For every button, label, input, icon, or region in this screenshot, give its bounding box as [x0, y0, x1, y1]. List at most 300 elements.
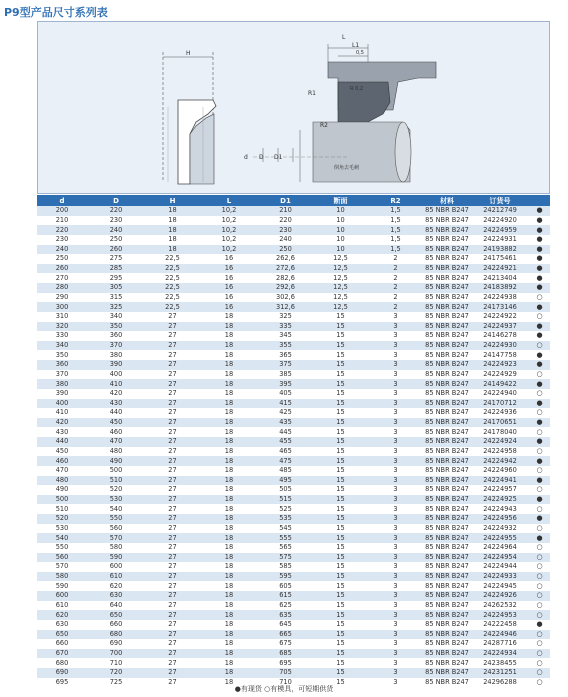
cell-dd: 580: [87, 543, 145, 553]
cell-order-no: 24224940: [471, 389, 529, 399]
cell-dd: 510: [87, 476, 145, 486]
cell-dd: 520: [87, 485, 145, 495]
cell-section: 15: [313, 658, 368, 668]
cell-order-no: 24224956: [471, 514, 529, 524]
cell-material: 85 NBR B247: [423, 456, 471, 466]
cell-section: 15: [313, 668, 368, 678]
cell-material: 85 NBR B247: [423, 235, 471, 245]
cell-dd: 640: [87, 601, 145, 611]
table-row: [37, 350, 550, 360]
technical-drawing: [37, 21, 550, 194]
cell-r2: 3: [368, 668, 423, 678]
cell-r2: 3: [368, 341, 423, 351]
table-row: [37, 322, 550, 332]
cell-d1: 625: [258, 601, 313, 611]
cell-order-no: 24224954: [471, 553, 529, 563]
table-body: [37, 206, 550, 687]
cell-d: 550: [37, 543, 87, 553]
cell-r2: 3: [368, 427, 423, 437]
cell-d1: 385: [258, 370, 313, 380]
cell-d1: 555: [258, 533, 313, 543]
cell-h: 27: [145, 312, 200, 322]
cell-r2: 3: [368, 389, 423, 399]
cell-dd: 275: [87, 254, 145, 264]
cell-material: 85 NBR B247: [423, 408, 471, 418]
cell-status: ○: [529, 601, 550, 611]
cell-material: 85 NBR B247: [423, 293, 471, 303]
cell-material: 85 NBR B247: [423, 264, 471, 274]
cell-l: 10,2: [200, 235, 258, 245]
cell-r2: 1,5: [368, 206, 423, 216]
cell-material: 85 NBR B247: [423, 216, 471, 226]
cell-status: ○: [529, 658, 550, 668]
cell-r2: 3: [368, 639, 423, 649]
cell-d: 220: [37, 225, 87, 235]
cell-l: 18: [200, 533, 258, 543]
table-row: [37, 225, 550, 235]
cell-r2: 3: [368, 495, 423, 505]
cell-h: 27: [145, 456, 200, 466]
cell-r2: 2: [368, 273, 423, 283]
cell-dd: 620: [87, 581, 145, 591]
cell-h: 27: [145, 533, 200, 543]
label-r2: R2: [320, 122, 328, 129]
cell-l: 18: [200, 678, 258, 688]
cell-section: 15: [313, 572, 368, 582]
cell-d1: 595: [258, 572, 313, 582]
cell-d: 300: [37, 302, 87, 312]
cell-status: ○: [529, 639, 550, 649]
page-title: P9型产品尺寸系列表: [4, 6, 108, 19]
cell-material: 85 NBR B247: [423, 562, 471, 572]
cell-status: ○: [529, 572, 550, 582]
cell-h: 27: [145, 524, 200, 534]
cell-d: 580: [37, 572, 87, 582]
cell-r2: 3: [368, 610, 423, 620]
cell-material: 85 NBR B247: [423, 418, 471, 428]
cell-status: ●: [529, 322, 550, 332]
cell-d: 670: [37, 649, 87, 659]
cell-order-no: 24183892: [471, 283, 529, 293]
cell-dd: 400: [87, 370, 145, 380]
cell-r2: 2: [368, 254, 423, 264]
cell-d: 340: [37, 341, 87, 351]
cell-order-no: 24224925: [471, 495, 529, 505]
cell-material: 85 NBR B247: [423, 331, 471, 341]
cell-l: 18: [200, 456, 258, 466]
cell-order-no: 24224944: [471, 562, 529, 572]
cell-status: ●: [529, 273, 550, 283]
cell-section: 15: [313, 427, 368, 437]
cell-d: 695: [37, 678, 87, 688]
cell-dd: 250: [87, 235, 145, 245]
cell-l: 10,2: [200, 225, 258, 235]
cell-section: 15: [313, 312, 368, 322]
table-row: [37, 658, 550, 668]
cell-l: 18: [200, 331, 258, 341]
cell-section: 15: [313, 399, 368, 409]
cell-r2: 3: [368, 370, 423, 380]
cell-h: 22,5: [145, 254, 200, 264]
cell-material: 85 NBR B247: [423, 581, 471, 591]
cell-order-no: 24224942: [471, 456, 529, 466]
table-row: [37, 485, 550, 495]
cell-status: ○: [529, 678, 550, 688]
table-row: [37, 610, 550, 620]
cell-d1: 545: [258, 524, 313, 534]
cell-h: 27: [145, 389, 200, 399]
cell-d1: 505: [258, 485, 313, 495]
cell-l: 18: [200, 360, 258, 370]
cell-order-no: 24224938: [471, 293, 529, 303]
cell-r2: 3: [368, 524, 423, 534]
cell-d: 500: [37, 495, 87, 505]
cell-status: ○: [529, 668, 550, 678]
cell-order-no: 24231251: [471, 668, 529, 678]
cell-dd: 650: [87, 610, 145, 620]
cell-order-no: 24224936: [471, 408, 529, 418]
cell-section: 15: [313, 504, 368, 514]
cell-order-no: 24224959: [471, 225, 529, 235]
cell-d1: 525: [258, 504, 313, 514]
cell-material: 85 NBR B247: [423, 427, 471, 437]
cell-order-no: 24224924: [471, 437, 529, 447]
table-row: [37, 418, 550, 428]
cell-status: ●: [529, 360, 550, 370]
cell-l: 18: [200, 581, 258, 591]
table-row: [37, 370, 550, 380]
cell-l: 18: [200, 379, 258, 389]
table-row: [37, 533, 550, 543]
cell-order-no: 24224933: [471, 572, 529, 582]
header-order-no: 订货号: [471, 195, 529, 206]
cell-section: 15: [313, 341, 368, 351]
cell-d: 230: [37, 235, 87, 245]
table-row: [37, 264, 550, 274]
cell-status: ●: [529, 235, 550, 245]
cell-material: 85 NBR B247: [423, 610, 471, 620]
cell-l: 18: [200, 427, 258, 437]
cell-d1: 445: [258, 427, 313, 437]
cell-section: 15: [313, 418, 368, 428]
cell-dd: 600: [87, 562, 145, 572]
cell-d: 680: [37, 658, 87, 668]
cell-dd: 480: [87, 447, 145, 457]
cell-dd: 220: [87, 206, 145, 216]
cell-section: 10: [313, 235, 368, 245]
cell-section: 15: [313, 485, 368, 495]
cell-d1: 465: [258, 447, 313, 457]
cell-section: 12,5: [313, 254, 368, 264]
cell-status: ●: [529, 245, 550, 255]
cell-order-no: 24262532: [471, 601, 529, 611]
cell-r2: 3: [368, 630, 423, 640]
table-row: [37, 341, 550, 351]
cell-r2: 1,5: [368, 235, 423, 245]
cell-d1: 605: [258, 581, 313, 591]
cell-r2: 2: [368, 293, 423, 303]
cell-d1: 585: [258, 562, 313, 572]
cell-material: 85 NBR B247: [423, 350, 471, 360]
cell-h: 27: [145, 485, 200, 495]
cell-material: 85 NBR B247: [423, 225, 471, 235]
cell-l: 18: [200, 447, 258, 457]
table-row: [37, 206, 550, 216]
cell-material: 85 NBR B247: [423, 533, 471, 543]
cell-d: 210: [37, 216, 87, 226]
cell-status: ○: [529, 543, 550, 553]
cell-d: 280: [37, 283, 87, 293]
cell-status: ○: [529, 485, 550, 495]
table-row: [37, 427, 550, 437]
cell-l: 18: [200, 341, 258, 351]
cell-status: ●: [529, 399, 550, 409]
cell-l: 18: [200, 524, 258, 534]
cell-d1: 375: [258, 360, 313, 370]
cell-d: 200: [37, 206, 87, 216]
cell-d1: 292,6: [258, 283, 313, 293]
cell-dd: 610: [87, 572, 145, 582]
cell-r2: 3: [368, 456, 423, 466]
cell-order-no: 24287716: [471, 639, 529, 649]
footnote: ●有现货 ○有模具，可短期供货: [234, 685, 334, 693]
cell-dd: 440: [87, 408, 145, 418]
cell-d1: 645: [258, 620, 313, 630]
table-row: [37, 283, 550, 293]
cell-l: 18: [200, 630, 258, 640]
table-row: [37, 572, 550, 582]
cell-d1: 615: [258, 591, 313, 601]
cell-order-no: 24146278: [471, 331, 529, 341]
cell-d: 570: [37, 562, 87, 572]
cell-section: 15: [313, 408, 368, 418]
cell-order-no: 24224955: [471, 533, 529, 543]
cell-material: 85 NBR B247: [423, 504, 471, 514]
cell-d: 590: [37, 581, 87, 591]
cell-material: 85 NBR B247: [423, 283, 471, 293]
cell-d1: 335: [258, 322, 313, 332]
cell-d1: 635: [258, 610, 313, 620]
table-row: [37, 581, 550, 591]
cell-d: 420: [37, 418, 87, 428]
table-row: [37, 504, 550, 514]
cell-material: 85 NBR B247: [423, 399, 471, 409]
header-d: d: [37, 195, 87, 206]
cell-h: 27: [145, 427, 200, 437]
label-dd: D: [259, 154, 264, 161]
table-row: [37, 495, 550, 505]
cell-d1: 272,6: [258, 264, 313, 274]
cell-section: 15: [313, 630, 368, 640]
cell-d1: 355: [258, 341, 313, 351]
cell-dd: 470: [87, 437, 145, 447]
cell-h: 27: [145, 591, 200, 601]
cell-order-no: 24224929: [471, 370, 529, 380]
cell-d: 270: [37, 273, 87, 283]
cell-l: 10,2: [200, 245, 258, 255]
cell-l: 18: [200, 399, 258, 409]
cell-r2: 1,5: [368, 225, 423, 235]
cell-l: 18: [200, 476, 258, 486]
cell-status: ○: [529, 447, 550, 457]
cell-status: ●: [529, 225, 550, 235]
cell-order-no: 24224930: [471, 341, 529, 351]
cell-d1: 395: [258, 379, 313, 389]
table-row: [37, 620, 550, 630]
cell-dd: 450: [87, 418, 145, 428]
cell-h: 27: [145, 601, 200, 611]
cell-l: 18: [200, 504, 258, 514]
cell-order-no: 24224926: [471, 591, 529, 601]
cell-l: 16: [200, 293, 258, 303]
cell-r2: 3: [368, 601, 423, 611]
cell-dd: 230: [87, 216, 145, 226]
cell-l: 18: [200, 514, 258, 524]
table-row: [37, 514, 550, 524]
cell-status: ●: [529, 533, 550, 543]
cell-d: 260: [37, 264, 87, 274]
cell-dd: 550: [87, 514, 145, 524]
cell-l: 18: [200, 322, 258, 332]
cell-h: 27: [145, 572, 200, 582]
cell-section: 15: [313, 562, 368, 572]
table-row: [37, 447, 550, 457]
cell-section: 15: [313, 379, 368, 389]
cell-l: 18: [200, 591, 258, 601]
label-d: d: [244, 154, 248, 161]
cell-dd: 390: [87, 360, 145, 370]
cell-l: 16: [200, 264, 258, 274]
table-row: [37, 668, 550, 678]
cell-order-no: 24224946: [471, 630, 529, 640]
cell-status: ●: [529, 437, 550, 447]
cell-d: 480: [37, 476, 87, 486]
cell-r2: 3: [368, 350, 423, 360]
cell-r2: 3: [368, 322, 423, 332]
cell-section: 15: [313, 322, 368, 332]
cell-d1: 705: [258, 668, 313, 678]
cell-d: 470: [37, 466, 87, 476]
cell-r2: 3: [368, 408, 423, 418]
cell-order-no: 24178040: [471, 427, 529, 437]
cell-status: ○: [529, 389, 550, 399]
cell-order-no: 24213404: [471, 273, 529, 283]
cell-l: 18: [200, 639, 258, 649]
table-row: [37, 639, 550, 649]
cell-section: 15: [313, 331, 368, 341]
cell-dd: 490: [87, 456, 145, 466]
table-row: [37, 293, 550, 303]
cell-material: 85 NBR B247: [423, 553, 471, 563]
cell-d: 320: [37, 322, 87, 332]
table-row: [37, 649, 550, 659]
cell-r2: 1,5: [368, 216, 423, 226]
seal-drawing-svg: [38, 22, 551, 195]
cell-status: ●: [529, 283, 550, 293]
cell-d: 310: [37, 312, 87, 322]
cell-h: 27: [145, 495, 200, 505]
cell-status: ●: [529, 350, 550, 360]
table-row: [37, 543, 550, 553]
cell-l: 16: [200, 273, 258, 283]
cell-r2: 3: [368, 360, 423, 370]
cell-l: 18: [200, 668, 258, 678]
cell-r2: 1,5: [368, 245, 423, 255]
cell-r2: 3: [368, 437, 423, 447]
cell-r2: 3: [368, 447, 423, 457]
cell-d1: 565: [258, 543, 313, 553]
cell-d1: 365: [258, 350, 313, 360]
cell-r2: 3: [368, 649, 423, 659]
label-05: 0,5: [356, 50, 364, 56]
cell-material: 85 NBR B247: [423, 302, 471, 312]
cell-status: ○: [529, 649, 550, 659]
cell-status: ○: [529, 581, 550, 591]
cell-d: 620: [37, 610, 87, 620]
cell-h: 27: [145, 447, 200, 457]
cell-material: 85 NBR B247: [423, 485, 471, 495]
cell-h: 27: [145, 466, 200, 476]
cell-l: 18: [200, 418, 258, 428]
label-l1: L1: [352, 42, 360, 49]
cell-r2: 3: [368, 312, 423, 322]
table-row: [37, 601, 550, 611]
cell-status: ●: [529, 302, 550, 312]
cell-dd: 680: [87, 630, 145, 640]
cell-dd: 380: [87, 350, 145, 360]
cell-h: 27: [145, 581, 200, 591]
cell-d1: 535: [258, 514, 313, 524]
cell-d1: 495: [258, 476, 313, 486]
cell-section: 15: [313, 543, 368, 553]
cell-order-no: 24175461: [471, 254, 529, 264]
cell-section: 10: [313, 206, 368, 216]
cell-r2: 3: [368, 562, 423, 572]
cell-status: ○: [529, 553, 550, 563]
cell-h: 27: [145, 408, 200, 418]
cell-d: 350: [37, 350, 87, 360]
cell-r2: 3: [368, 504, 423, 514]
cell-r2: 3: [368, 553, 423, 563]
cell-material: 85 NBR B247: [423, 389, 471, 399]
cell-r2: 3: [368, 331, 423, 341]
cell-status: ●: [529, 495, 550, 505]
cell-status: ●: [529, 331, 550, 341]
cell-dd: 530: [87, 495, 145, 505]
cell-d1: 345: [258, 331, 313, 341]
cell-order-no: 24212749: [471, 206, 529, 216]
cell-section: 12,5: [313, 283, 368, 293]
cell-r2: 3: [368, 572, 423, 582]
cell-l: 18: [200, 649, 258, 659]
cell-h: 27: [145, 553, 200, 563]
cell-h: 22,5: [145, 283, 200, 293]
cell-r2: 3: [368, 476, 423, 486]
cell-d1: 405: [258, 389, 313, 399]
cell-d1: 220: [258, 216, 313, 226]
cell-dd: 305: [87, 283, 145, 293]
cell-dd: 570: [87, 533, 145, 543]
cell-order-no: 24224932: [471, 524, 529, 534]
label-h: H: [186, 50, 191, 57]
cell-section: 10: [313, 245, 368, 255]
cell-d: 380: [37, 379, 87, 389]
cell-h: 18: [145, 245, 200, 255]
cell-material: 85 NBR B247: [423, 514, 471, 524]
cell-order-no: 24224960: [471, 466, 529, 476]
cell-section: 15: [313, 601, 368, 611]
table-row: [37, 360, 550, 370]
